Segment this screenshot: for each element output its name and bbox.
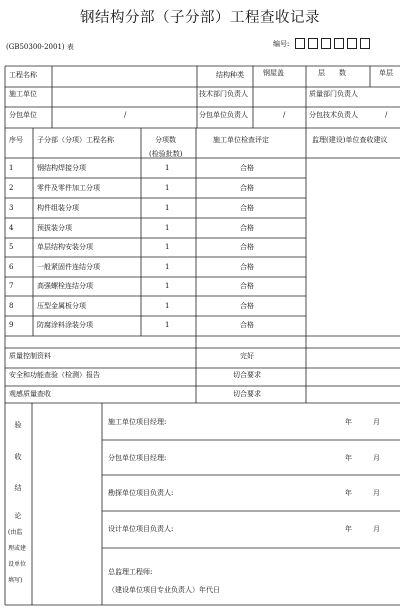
row-count: 1 [165,243,170,251]
chief-supervisor-label: 总监理工程师: [108,568,153,576]
col-count-sub: (检验批数) [149,150,183,158]
subcontract-unit-value: / [124,111,127,119]
signer-label: 施工单位项目经理: [108,418,167,426]
row-name: 压型金属板分项 [37,302,86,310]
row-name: 一般紧固件连结分项 [37,263,100,271]
row-name: 防腐涂料涂装分项 [37,321,93,329]
signer-year: 年 [345,525,352,533]
tech-dept-head-label: 技术部门负责人 [199,90,248,98]
subcontract-unit-label: 分包单位 [9,111,37,119]
signer-year: 年 [345,489,352,497]
quality-dept-head-label: 质量部门负责人 [309,90,358,98]
project-name-label: 工程名称 [9,71,37,79]
row-seq: 2 [9,184,14,192]
side-note: 设单位 [8,561,27,568]
row-seq: 5 [9,243,14,251]
structure-type-value: 钢屋盖 [263,69,284,77]
summary-value: 切合要求 [233,390,261,398]
construction-unit-label: 施工单位 [9,90,37,98]
subcontract-tech-head-value: / [385,111,388,119]
summary-value: 切合要求 [233,371,261,379]
row-seq: 3 [9,204,14,212]
subcontract-head-value: / [283,111,286,119]
signer-label: 设计单位项目负责人: [108,525,174,533]
side-char: 收 [14,453,22,461]
signer-label: 分包单位项目经理: [108,454,167,462]
row-eval: 合格 [240,243,254,251]
row-eval: 合格 [240,263,254,271]
row-count: 1 [165,224,170,232]
row-name: 零件及零件加工分项 [37,184,100,192]
number-label: 编号: [273,39,290,48]
row-count: 1 [165,302,170,310]
side-note: (由监 [8,529,23,536]
col-supervision-opinion: 监理(建设)单位查收建议 [312,136,388,144]
col-seq: 序号 [9,136,23,144]
row-name: 单层结构安装分项 [37,243,93,251]
row-name: 钢结构焊接分项 [37,164,86,172]
col-construction-eval: 施工单位检查评定 [213,136,269,144]
row-name: 高强螺栓连结分项 [37,282,93,290]
row-seq: 7 [9,282,14,290]
row-eval: 合格 [240,184,254,192]
subcontract-tech-head-label: 分包技术负责人 [309,111,358,119]
signer-month: 月 [373,454,380,462]
row-count: 1 [165,184,170,192]
row-count: 1 [165,204,170,212]
col-count: 分项数 [155,136,176,144]
structure-type-label: 结构种类 [216,71,244,79]
signer-label: 勘探单位项目负责人: [108,489,174,497]
row-eval: 合格 [240,282,254,290]
row-seq: 6 [9,263,14,271]
side-note: 填写) [8,577,23,584]
row-count: 1 [165,321,170,329]
row-eval: 合格 [240,204,254,212]
floors-label: 层 数 [318,69,346,77]
row-eval: 合格 [240,302,254,310]
col-sub-project-name: 子分部（分项）工程名称 [37,136,114,144]
row-seq: 8 [9,302,14,310]
row-eval: 合格 [240,224,254,232]
summary-label: 安全和功能查验（检测）报告 [9,371,100,379]
signer-month: 月 [373,489,380,497]
row-name: 构件组装分项 [37,204,79,212]
row-seq: 1 [9,164,14,172]
summary-value: 完好 [240,352,254,360]
chief-supervisor-note: （建设单位项目专业负责人）年代日 [108,586,220,594]
side-char: 验 [14,421,22,429]
row-count: 1 [165,263,170,271]
standard-code: (GB50300-2001) 表 [6,43,74,51]
summary-label: 观感质量查收 [9,390,51,398]
row-count: 1 [165,282,170,290]
side-char: 论 [14,512,22,520]
row-count: 1 [165,164,170,172]
summary-label: 质量控制资料 [9,352,51,360]
side-char: 结 [14,484,22,492]
page-title: 钢结构分部（子分部）工程查收记录 [80,10,320,26]
signer-year: 年 [345,418,352,426]
side-note: 理或建 [8,545,27,552]
signer-month: 月 [373,525,380,533]
signer-year: 年 [345,454,352,462]
row-name: 预拔装分项 [37,224,72,232]
unit-label: 单层 [379,69,393,77]
subcontract-head-label: 分包单位负责人 [199,111,248,119]
row-seq: 4 [9,224,14,232]
row-seq: 9 [9,321,14,329]
signer-month: 月 [373,418,380,426]
row-eval: 合格 [240,164,254,172]
row-eval: 合格 [240,321,254,329]
